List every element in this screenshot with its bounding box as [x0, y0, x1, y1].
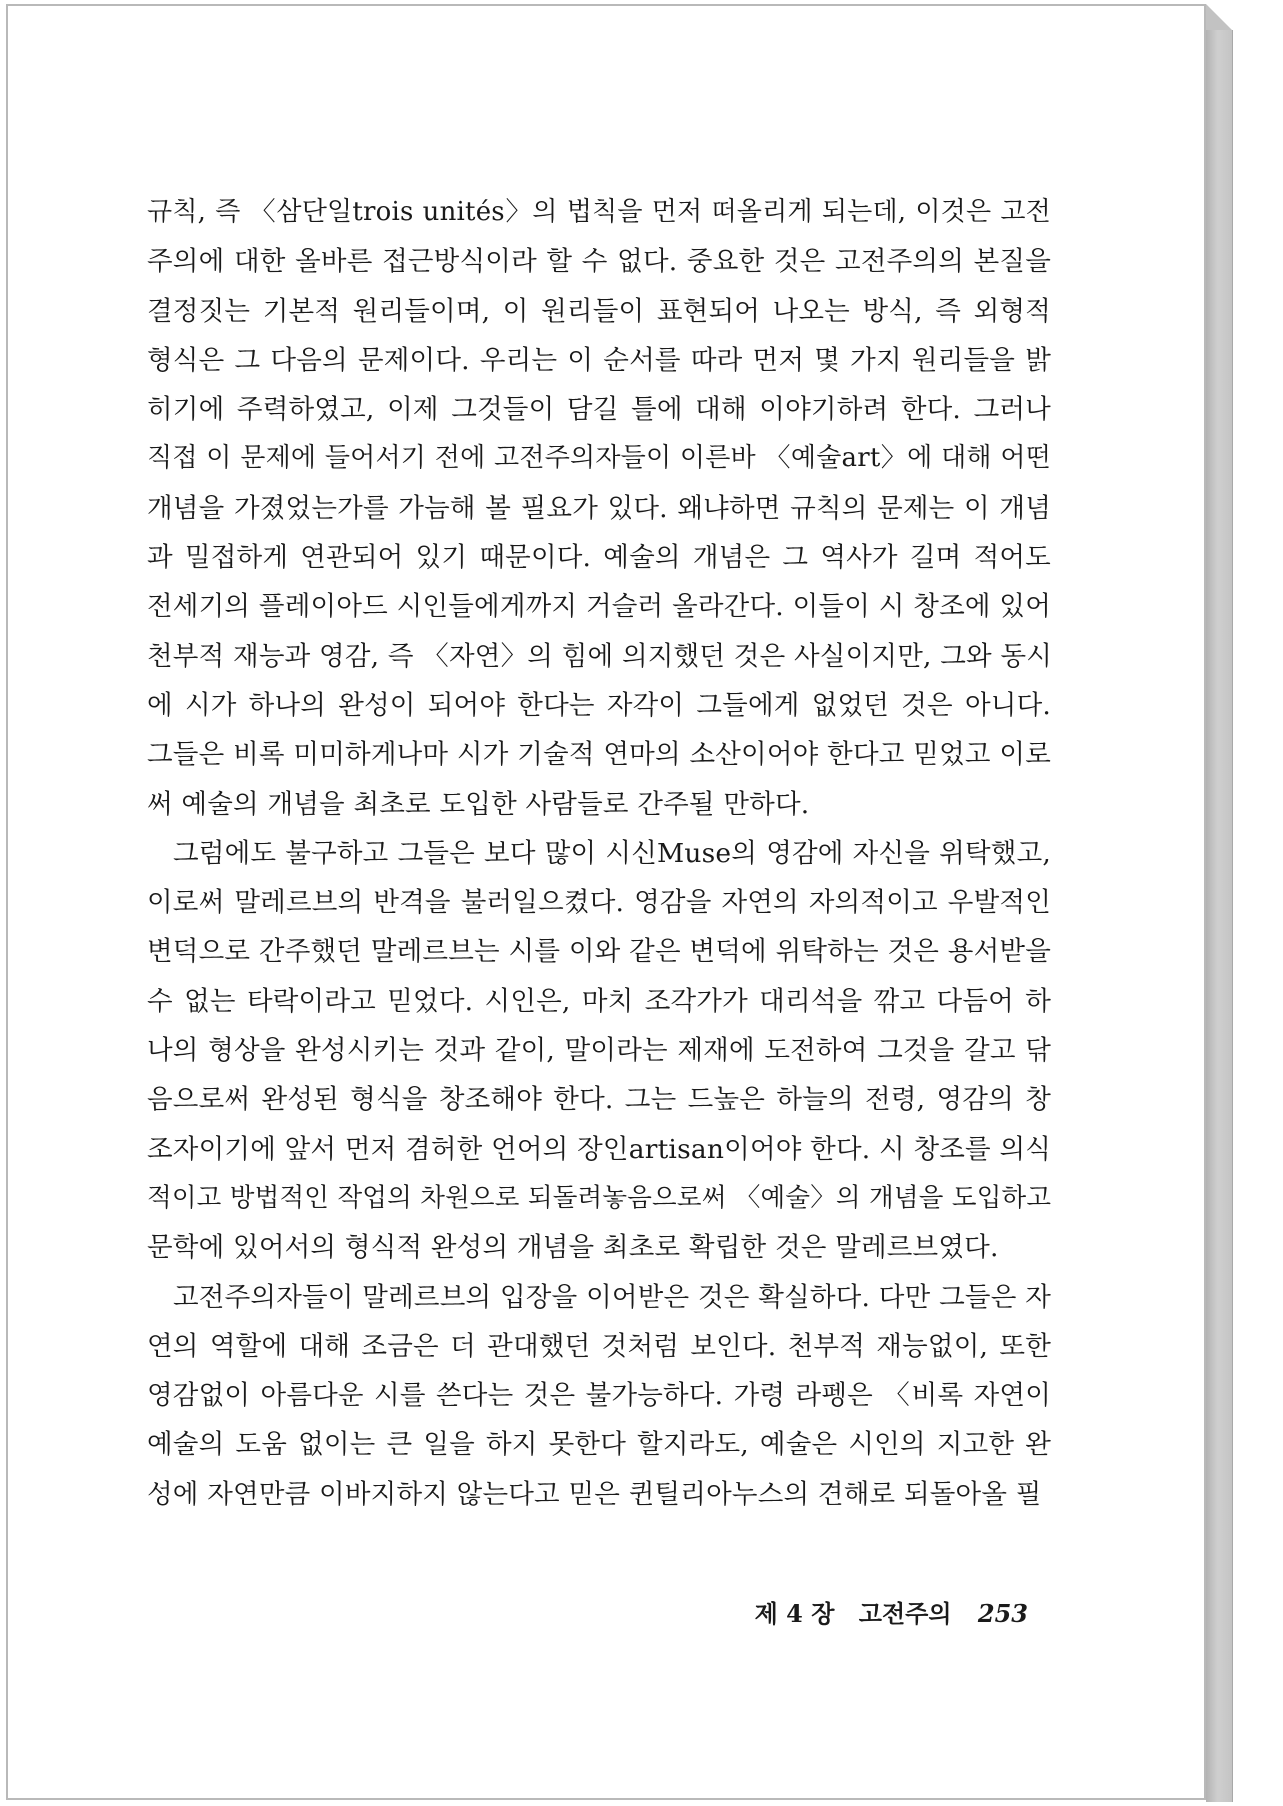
section-title: 고전주의: [858, 1599, 952, 1628]
text-line: 규칙, 즉 〈삼단일trois unités〉의 법칙을 먼저 떠올리게 되는데, 이것은 고전: [147, 197, 1051, 227]
text-line: 과 밀접하게 연관되어 있기 때문이다. 예술의 개념은 그 역사가 길며 적어도: [147, 542, 1051, 574]
text-line: 조자이기에 앞서 먼저 겸허한 언어의 장인artisan이어야 한다. 시 창조를 의식: [147, 1133, 1052, 1165]
text-line: 전세기의 플레이아드 시인들에게까지 거슬러 올라간다. 이들이 시 창조에 있어: [147, 591, 1051, 623]
text-line: 그럼에도 불구하고 그들은 보다 많이 시신Muse의 영감에 자신을 위탁했고,: [173, 837, 1051, 869]
text-line: 변덕으로 간주했던 말레르브는 시를 이와 같은 변덕에 위탁하는 것은 용서받을: [147, 936, 1051, 968]
text-line: 천부적 재능과 영감, 즉 〈자연〉의 힘에 의지했던 것은 사실이지만, 그와 동시: [147, 640, 1053, 672]
text-line: 이로써 말레르브의 반격을 불러일으켰다. 영감을 자연의 자의적이고 우발적인: [147, 887, 1051, 919]
text-line: 성에 자연만큼 이바지하지 않는다고 믿은 퀸틸리아누스의 견해로 되돌아올 필: [147, 1478, 1042, 1510]
text-line: 개념을 가졌었는가를 가늠해 볼 필요가 있다. 왜냐하면 규칙의 문제는 이 개념: [147, 492, 1051, 524]
text-line: 에 시가 하나의 완성이 되어야 한다는 자각이 그들에게 없었던 것은 아니다.: [147, 689, 1051, 721]
paragraph: [147, 829, 1051, 1273]
text-line: 히기에 주력하였고, 이제 그것들이 담길 틀에 대해 이야기하려 한다. 그러나: [147, 394, 1051, 426]
text-line: 적이고 방법적인 작업의 차원으로 되돌려놓음으로써 〈예술〉의 개념을 도입하고: [147, 1182, 1052, 1213]
text-line: 고전주의자들이 말레르브의 입장을 이어받은 것은 확실하다. 다만 그들은 자: [173, 1281, 1051, 1313]
text-line: 주의에 대한 올바른 접근방식이라 할 수 없다. 중요한 것은 고전주의의 본질을: [147, 246, 1051, 278]
text-line: 문학에 있어서의 형식적 완성의 개념을 최초로 확립한 것은 말레르브였다.: [147, 1232, 999, 1264]
text-line: 결정짓는 기본적 원리들이며, 이 원리들이 표현되어 나오는 방식, 즉 외형적: [147, 295, 1051, 327]
paragraph: [147, 1273, 1051, 1519]
text-line: 직접 이 문제에 들어서기 전에 고전주의자들이 이른바 〈예술art〉에 대해 어떤: [147, 443, 1051, 474]
page-edge-shadow: [1206, 30, 1233, 1802]
text-line: 형식은 그 다음의 문제이다. 우리는 이 순서를 따라 먼저 몇 가지 원리들을 밝: [147, 344, 1051, 376]
text-line: 연의 역할에 대해 조금은 더 관대했던 것처럼 보인다. 천부적 재능없이, 또한: [147, 1330, 1051, 1362]
chapter-label: 제 4 장: [754, 1599, 835, 1628]
text-line: 예술의 도움 없이는 큰 일을 하지 못한다 할지라도, 예술은 시인의 지고한 완: [147, 1429, 1051, 1461]
text-line: 써 예술의 개념을 최초로 도입한 사람들로 간주될 만하다.: [147, 788, 810, 820]
page-number: 253: [977, 1599, 1028, 1628]
text-line: 그들은 비록 미미하게나마 시가 기술적 연마의 소산이어야 한다고 믿었고 이로: [147, 739, 1051, 771]
paragraph: [147, 188, 1051, 829]
text-line: 나의 형상을 완성시키는 것과 같이, 말이라는 제재에 도전하여 그것을 갈고 닦: [147, 1035, 1051, 1067]
body-text: [147, 188, 1051, 1519]
page-edge-top: [1206, 4, 1232, 30]
text-line: 음으로써 완성된 형식을 창조해야 한다. 그는 드높은 하늘의 전령, 영감의 창: [147, 1084, 1051, 1116]
text-line: 영감없이 아름다운 시를 쓴다는 것은 불가능하다. 가령 라펭은 〈비록 자연이: [147, 1380, 1051, 1412]
running-footer: [755, 1594, 1028, 1629]
text-line: 수 없는 타락이라고 믿었다. 시인은, 마치 조각가가 대리석을 깎고 다듬어 하: [147, 985, 1051, 1017]
